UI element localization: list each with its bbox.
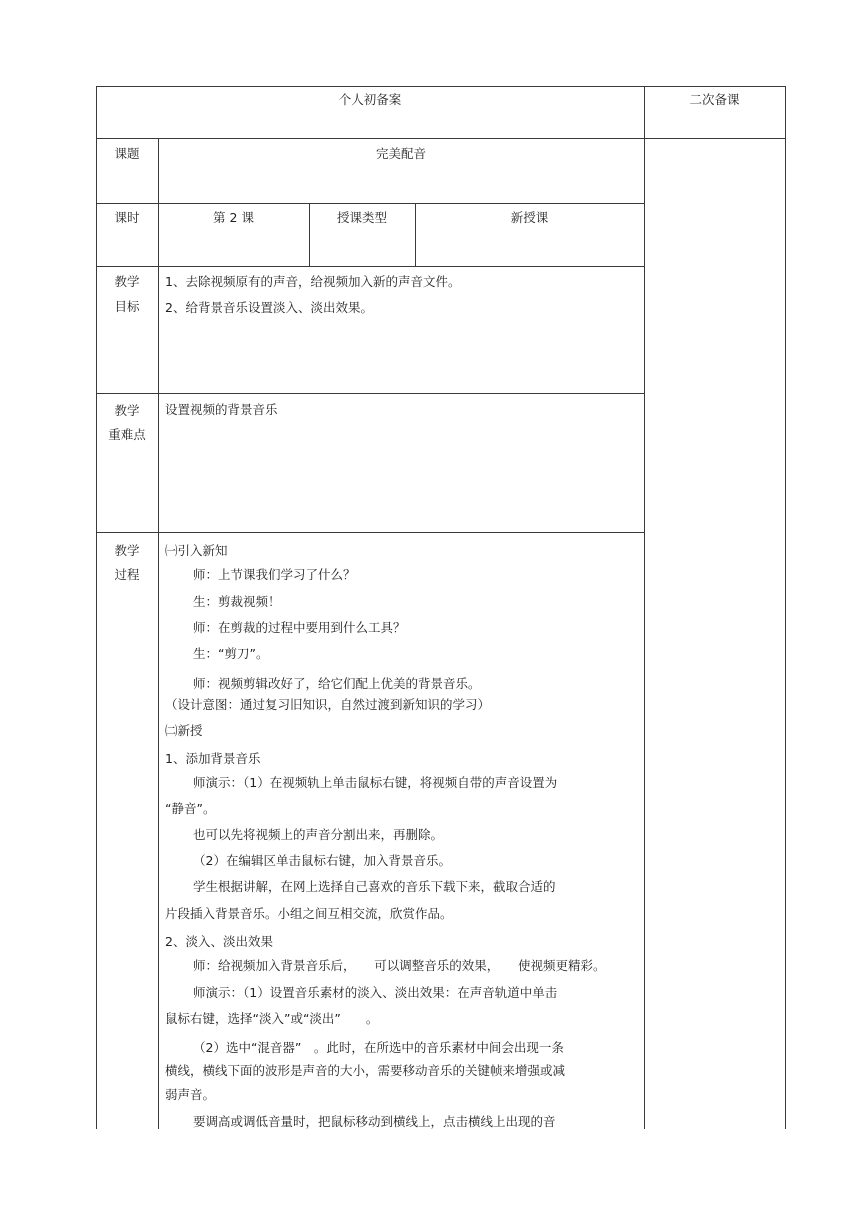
rule-difficulty-bottom bbox=[96, 532, 644, 533]
process-label-2: 过程 bbox=[114, 567, 140, 582]
process-line: ㈠引入新知 bbox=[165, 543, 228, 558]
rule-goals-bottom bbox=[96, 393, 644, 394]
difficulty-label-2: 重难点 bbox=[108, 427, 146, 442]
process-line: 也可以先将视频上的声音分割出来，再删除。 bbox=[193, 827, 444, 842]
process-line: 要调高或调低音量时，把鼠标移动到横线上，点击横线上出现的音 bbox=[193, 1114, 556, 1129]
rule-right bbox=[785, 86, 786, 1129]
process-line: 2、淡入、淡出效果 bbox=[165, 934, 273, 949]
process-line: 鼠标右键，选择“淡入”或“淡出” 。 bbox=[165, 1011, 379, 1026]
process-line: 学生根据讲解，在网上选择自己喜欢的音乐下载下来，截取合适的 bbox=[193, 879, 556, 894]
rule-left bbox=[96, 86, 97, 1129]
process-line: （2）选中“混音器” 。此时，在所选中的音乐素材中间会出现一条 bbox=[193, 1040, 564, 1055]
process-line: 横线，横线下面的波形是声音的大小，需要移动音乐的关键帧来增强或减 bbox=[165, 1063, 566, 1078]
process-line: 师：上节课我们学习了什么？ bbox=[193, 567, 356, 582]
process-line: 生：“剪刀”。 bbox=[193, 646, 269, 661]
goals-label-2: 目标 bbox=[114, 299, 140, 314]
goal-item: 2、给背景音乐设置淡入、淡出效果。 bbox=[165, 300, 373, 315]
header-second-prep: 二次备课 bbox=[689, 92, 740, 107]
rule-label-col bbox=[158, 138, 159, 1129]
difficulty-text: 设置视频的背景音乐 bbox=[165, 402, 278, 417]
process-label-1: 教学 bbox=[114, 543, 140, 558]
rule-lesson-bottom bbox=[96, 266, 644, 267]
goals-label-1: 教学 bbox=[114, 274, 140, 289]
process-line: 师：给视频加入背景音乐后， 可以调整音乐的效果， 使视频更精彩。 bbox=[193, 958, 606, 973]
goal-item: 1、去除视频原有的声音，给视频加入新的声音文件。 bbox=[165, 274, 461, 289]
rule-header-bottom bbox=[96, 138, 786, 139]
rule-topic-bottom bbox=[96, 203, 644, 204]
process-line: 师：视频剪辑改好了，给它们配上优美的背景音乐。 bbox=[193, 676, 481, 691]
rule-second-col bbox=[644, 86, 645, 1129]
process-line: 师演示：（1）在视频轨上单击鼠标右键，将视频自带的声音设置为 bbox=[193, 775, 558, 790]
difficulty-label-1: 教学 bbox=[114, 403, 140, 418]
lesson-type-label: 授课类型 bbox=[336, 210, 387, 225]
lesson-label: 课时 bbox=[114, 210, 140, 225]
lesson-number: 第 2 课 bbox=[213, 210, 254, 225]
topic-label: 课题 bbox=[114, 146, 140, 161]
lesson-type-value: 新授课 bbox=[510, 210, 549, 225]
process-line: 师演示：（1）设置音乐素材的淡入、淡出效果：在声音轨道中单击 bbox=[193, 985, 558, 1000]
process-line: ㈡新授 bbox=[165, 723, 203, 738]
header-personal-prep: 个人初备案 bbox=[338, 92, 402, 107]
process-line: 弱声音。 bbox=[165, 1087, 216, 1102]
topic-value: 完美配音 bbox=[375, 146, 426, 161]
process-line: 生：剪裁视频！ bbox=[193, 594, 281, 609]
rule-top bbox=[96, 86, 786, 87]
process-line: （设计意图：通过复习旧知识，自然过渡到新知识的学习） bbox=[165, 697, 491, 712]
process-line: 片段插入背景音乐。小组之间互相交流，欣赏作品。 bbox=[165, 906, 453, 921]
process-line: “静音”。 bbox=[165, 801, 216, 816]
process-line: 师：在剪裁的过程中要用到什么工具？ bbox=[193, 620, 406, 635]
process-line: （2）在编辑区单击鼠标右键，加入背景音乐。 bbox=[193, 853, 451, 868]
process-line: 1、添加背景音乐 bbox=[165, 751, 261, 766]
